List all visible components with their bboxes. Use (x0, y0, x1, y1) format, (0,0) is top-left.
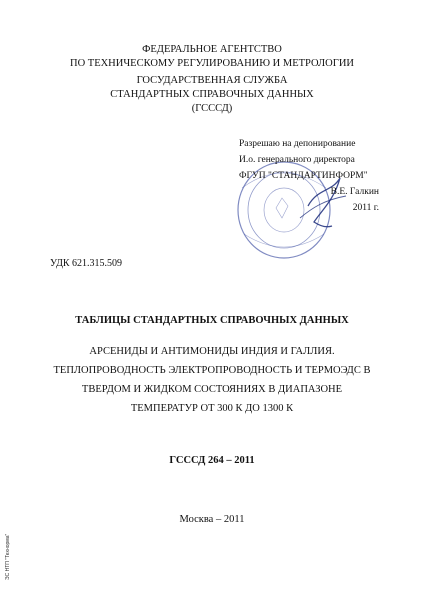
service-name-line1: ГОСУДАРСТВЕННАЯ СЛУЖБА (136, 75, 288, 86)
document-code: ГСССД 264 – 2011 (169, 455, 255, 466)
agency-name-line1: ФЕДЕРАЛЬНОЕ АГЕНТСТВО (142, 44, 282, 55)
udc-code: УДК 621.315.509 (50, 258, 123, 269)
title-line-4: ТЕМПЕРАТУР ОТ 300 К ДО 1300 К (130, 403, 294, 414)
document-heading: ТАБЛИЦЫ СТАНДАРТНЫХ СПРАВОЧНЫХ ДАННЫХ (75, 315, 349, 326)
service-name-line2: СТАНДАРТНЫХ СПРАВОЧНЫХ ДАННЫХ (110, 89, 314, 100)
approval-signatory: В.Е. Галкин (330, 187, 379, 197)
title-line-3: ТВЕРДОМ И ЖИДКОМ СОСТОЯНИЯХ В ДИАПАЗОНЕ (81, 384, 343, 395)
service-abbreviation: (ГСССД) (191, 103, 233, 114)
side-note: ЭС НТП "Технорма" (5, 533, 11, 580)
city-year: Москва – 2011 (179, 514, 245, 525)
approval-date: 2011 г. (352, 203, 379, 213)
title-line-2: ТЕПЛОПРОВОДНОСТЬ ЭЛЕКТРОПРОВОДНОСТЬ И ТЕРМОЭДС В (53, 365, 371, 376)
approval-line1: Разрешаю на депонирование (239, 139, 356, 149)
approval-line2: И.о. генерального директора (239, 155, 355, 165)
agency-name-line2: ПО ТЕХНИЧЕСКОМУ РЕГУЛИРОВАНИЮ И МЕТРОЛОГИИ (69, 58, 354, 69)
approval-block (239, 136, 409, 216)
approval-line3: ФГУП "СТАНДАРТИНФОРМ" (239, 171, 368, 181)
title-line-1: АРСЕНИДЫ И АНТИМОНИДЫ ИНДИЯ И ГАЛЛИЯ. (89, 346, 335, 357)
